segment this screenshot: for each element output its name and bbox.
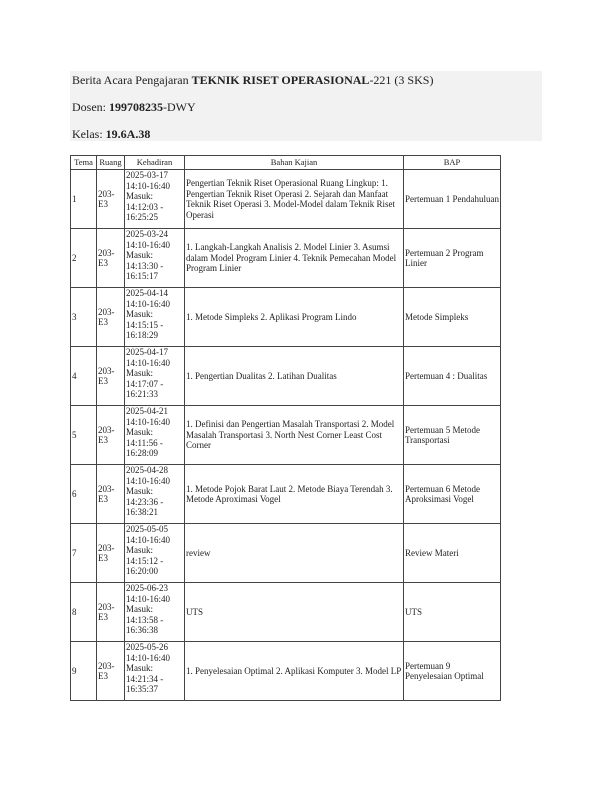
session-date: 2025-03-24 — [126, 229, 168, 239]
dosen-suffix: -DWY — [163, 100, 196, 114]
bahan-kajian-cell: 1. Pengertian Dualitas 2. Latihan Dualitas — [185, 347, 404, 406]
masuk-label: Masuk: — [126, 486, 153, 496]
kehadiran-cell — [125, 406, 185, 465]
masuk-label: Masuk: — [126, 309, 153, 319]
column-header-bahan-kajian: Bahan Kajian — [185, 156, 404, 170]
ruang-cell: 203-E3 — [97, 406, 125, 465]
masuk-label: Masuk: — [126, 250, 153, 260]
masuk-start: 14:15:15 - — [126, 319, 164, 330]
table-row — [71, 524, 501, 583]
bahan-kajian-cell: 1. Metode Simpleks 2. Aplikasi Program Lindo — [185, 288, 404, 347]
ruang-cell: 203-E3 — [97, 583, 125, 642]
tema-cell: 9 — [71, 642, 97, 701]
masuk-start: 14:11:56 - — [126, 437, 163, 448]
session-time: 14:10-16:40 — [126, 416, 170, 427]
tema-cell: 3 — [71, 288, 97, 347]
course-name: TEKNIK RISET OPERASIONAL — [191, 73, 370, 87]
document-title — [72, 73, 433, 87]
kehadiran-cell — [125, 229, 185, 288]
masuk-label: Masuk: — [126, 427, 153, 437]
kehadiran-cell — [125, 583, 185, 642]
session-time: 14:10-16:40 — [126, 534, 170, 545]
kehadiran-cell — [125, 642, 185, 701]
session-time: 14:10-16:40 — [126, 180, 170, 191]
attendance-table — [70, 155, 501, 701]
session-date: 2025-05-26 — [126, 642, 168, 652]
bap-cell: Pertemuan 6 Metode Aproksimasi Vogel — [404, 465, 501, 524]
table-row — [71, 288, 501, 347]
table-row — [71, 347, 501, 406]
bap-cell: Metode Simpleks — [404, 288, 501, 347]
kehadiran-cell — [125, 288, 185, 347]
bap-cell: Pertemuan 1 Pendahuluan — [404, 170, 501, 229]
table-row — [71, 170, 501, 229]
bahan-kajian-cell: 1. Penyelesaian Optimal 2. Aplikasi Komputer 3. Model LP — [185, 642, 404, 701]
table-row — [71, 642, 501, 701]
tema-cell: 2 — [71, 229, 97, 288]
session-date: 2025-04-28 — [126, 465, 168, 475]
masuk-start: 14:12:03 - — [126, 201, 164, 212]
bahan-kajian-cell: 1. Langkah-Langkah Analisis 2. Model Linier 3. Asumsi dalam Model Program Linier 4. Teknik Pemecahan Model Program Linier — [185, 229, 404, 288]
bap-cell: Pertemuan 9 Penyelesaian Optimal — [404, 642, 501, 701]
masuk-end: 16:36:38 — [126, 625, 159, 635]
table-row — [71, 229, 501, 288]
tema-cell: 7 — [71, 524, 97, 583]
ruang-cell: 203-E3 — [97, 229, 125, 288]
masuk-label: Masuk: — [126, 604, 153, 614]
column-header-ruang: Ruang — [97, 156, 125, 170]
tema-cell: 1 — [71, 170, 97, 229]
kelas-line — [72, 127, 150, 141]
masuk-end: 16:21:33 — [126, 389, 159, 399]
column-header-kehadiran: Kehadiran — [125, 156, 185, 170]
ruang-cell: 203-E3 — [97, 465, 125, 524]
kehadiran-cell — [125, 465, 185, 524]
masuk-label: Masuk: — [126, 545, 153, 555]
ruang-cell: 203-E3 — [97, 288, 125, 347]
table-row — [71, 583, 501, 642]
masuk-start: 14:13:58 - — [126, 614, 164, 625]
session-time: 14:10-16:40 — [126, 298, 170, 309]
masuk-end: 16:35:37 — [126, 684, 159, 694]
masuk-start: 14:23:36 - — [126, 496, 164, 507]
session-date: 2025-04-14 — [126, 288, 168, 298]
masuk-label: Masuk: — [126, 191, 153, 201]
bahan-kajian-cell: UTS — [185, 583, 404, 642]
masuk-end: 16:25:25 — [126, 212, 159, 222]
session-date: 2025-04-17 — [126, 347, 168, 357]
table-row — [71, 406, 501, 465]
bap-cell: Pertemuan 4 : Dualitas — [404, 347, 501, 406]
bap-cell: Review Materi — [404, 524, 501, 583]
kehadiran-cell — [125, 170, 185, 229]
column-header-tema: Tema — [71, 156, 97, 170]
masuk-end: 16:28:09 — [126, 448, 159, 458]
bap-cell: Pertemuan 5 Metode Transportasi — [404, 406, 501, 465]
masuk-start: 14:15:12 - — [126, 555, 164, 566]
session-date: 2025-06-23 — [126, 583, 168, 593]
kehadiran-cell — [125, 347, 185, 406]
tema-cell: 6 — [71, 465, 97, 524]
course-code-sks: -221 (3 SKS) — [369, 73, 434, 87]
tema-cell: 4 — [71, 347, 97, 406]
tema-cell: 5 — [71, 406, 97, 465]
session-date: 2025-03-17 — [126, 170, 168, 180]
session-date: 2025-05-05 — [126, 524, 168, 534]
dosen-label: Dosen: — [72, 100, 109, 114]
bahan-kajian-cell: review — [185, 524, 404, 583]
ruang-cell: 203-E3 — [97, 347, 125, 406]
session-time: 14:10-16:40 — [126, 652, 170, 663]
masuk-end: 16:38:21 — [126, 507, 159, 517]
table-row — [71, 465, 501, 524]
kelas-value: 19.6A.38 — [105, 127, 151, 141]
ruang-cell: 203-E3 — [97, 642, 125, 701]
masuk-start: 14:21:34 - — [126, 673, 164, 684]
session-date: 2025-04-21 — [126, 406, 168, 416]
table-header-row — [71, 156, 501, 170]
masuk-end: 16:18:29 — [126, 330, 159, 340]
masuk-end: 16:15:17 — [126, 271, 159, 281]
dosen-line — [72, 100, 196, 114]
dosen-id: 199708235 — [109, 100, 163, 114]
session-time: 14:10-16:40 — [126, 593, 170, 604]
bahan-kajian-cell: Pengertian Teknik Riset Operasional Ruang Lingkup: 1. Pengertian Teknik Riset Operasi 2. Sejarah dan Manfaat Teknik Riset Operasi 3. Model-Model dalam Teknik Riset Operasi — [185, 170, 404, 229]
session-time: 14:10-16:40 — [126, 239, 170, 250]
session-time: 14:10-16:40 — [126, 475, 170, 486]
session-time: 14:10-16:40 — [126, 357, 170, 368]
bap-cell: Pertemuan 2 Program Linier — [404, 229, 501, 288]
masuk-label: Masuk: — [126, 663, 153, 673]
bahan-kajian-cell: 1. Metode Pojok Barat Laut 2. Metode Biaya Terendah 3. Metode Aproximasi Vogel — [185, 465, 404, 524]
column-header-bap: BAP — [404, 156, 501, 170]
masuk-start: 14:17:07 - — [126, 378, 164, 389]
ruang-cell: 203-E3 — [97, 170, 125, 229]
masuk-end: 16:20:00 — [126, 566, 159, 576]
masuk-label: Masuk: — [126, 368, 153, 378]
tema-cell: 8 — [71, 583, 97, 642]
bap-cell: UTS — [404, 583, 501, 642]
masuk-start: 14:13:30 - — [126, 260, 164, 271]
kelas-label: Kelas: — [72, 127, 106, 141]
title-prefix: Berita Acara Pengajaran — [72, 73, 192, 87]
ruang-cell: 203-E3 — [97, 524, 125, 583]
kehadiran-cell — [125, 524, 185, 583]
bahan-kajian-cell: 1. Definisi dan Pengertian Masalah Transportasi 2. Model Masalah Transportasi 3. North Nest Corner Least Cost Corner — [185, 406, 404, 465]
